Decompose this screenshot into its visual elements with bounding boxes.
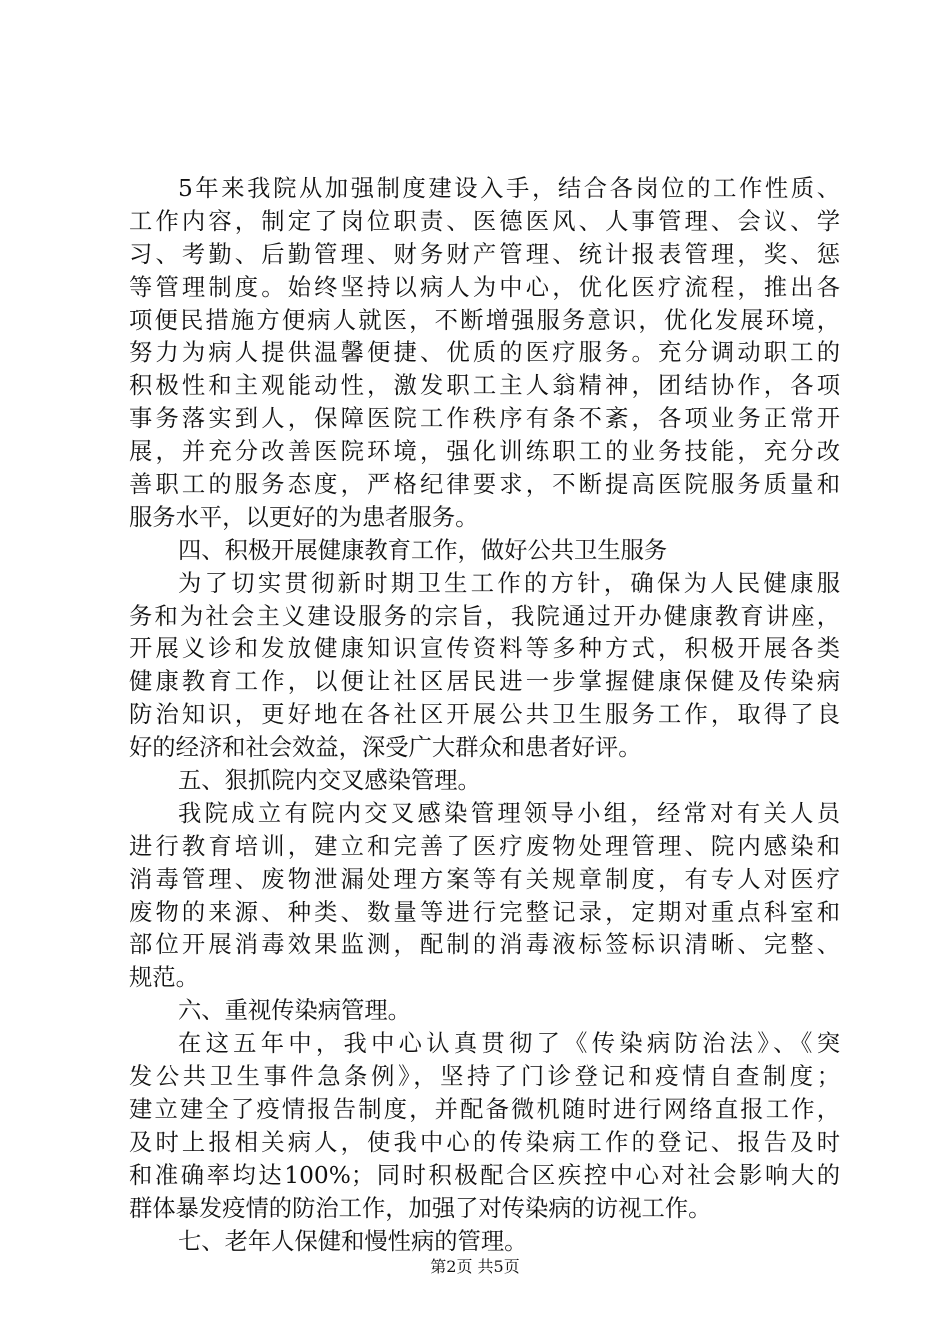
paragraph-line: 积极性和主观能动性，激发职工主人翁精神，团结协作，各项	[129, 372, 840, 400]
paragraph-line: 我院成立有院内交叉感染管理领导小组，经常对有关人员	[178, 799, 840, 827]
paragraph-line: 展，并充分改善医院环境，强化训练职工的业务技能，充分改	[129, 438, 840, 466]
paragraph-line: 好的经济和社会效益，深受广大群众和患者好评。	[129, 734, 642, 762]
paragraph-line: 项便民措施方便病人就医，不断增强服务意识，优化发展环境，	[129, 306, 840, 334]
paragraph-line: 群体暴发疫情的防治工作，加强了对传染病的访视工作。	[129, 1194, 712, 1222]
paragraph-line: 建立建全了疫情报告制度，并配备微机随时进行网络直报工作，	[129, 1095, 840, 1123]
section-heading: 四、积极开展健康教育工作，做好公共卫生服务	[178, 536, 668, 564]
section-heading: 六、重视传染病管理。	[178, 997, 411, 1025]
paragraph-line: 善职工的服务态度，严格纪律要求，不断提高医院服务质量和	[129, 471, 840, 499]
page-footer: 第2页 共5页	[430, 1257, 520, 1276]
paragraph-line: 务和为社会主义建设服务的宗旨，我院通过开办健康教育讲座，	[129, 602, 840, 630]
paragraph-line: 为了切实贯彻新时期卫生工作的方针，确保为人民健康服	[178, 569, 840, 597]
paragraph-line: 健康教育工作，以便让社区居民进一步掌握健康保健及传染病	[129, 668, 840, 696]
document-body	[129, 173, 840, 1258]
paragraph-line: 开展义诊和发放健康知识宣传资料等多种方式，积极开展各类	[129, 635, 840, 663]
paragraph-line: 部位开展消毒效果监测，配制的消毒液标签标识清晰、完整、	[129, 931, 840, 959]
paragraph-line: 进行教育培训，建立和完善了医疗废物处理管理、院内感染和	[129, 832, 840, 860]
paragraph-line: 努力为病人提供温馨便捷、优质的医疗服务。充分调动职工的	[129, 339, 840, 367]
paragraph-line: 工作内容，制定了岗位职责、医德医风、人事管理、会议、学	[129, 207, 840, 235]
paragraph-line: 等管理制度。始终坚持以病人为中心，优化医疗流程，推出各	[129, 273, 840, 301]
section-heading: 七、老年人保健和慢性病的管理。	[178, 1227, 528, 1255]
paragraph-line: 消毒管理、废物泄漏处理方案等有关规章制度，有专人对医疗	[129, 865, 840, 893]
paragraph-line: 发公共卫生事件急条例》，坚持了门诊登记和疫情自查制度；	[129, 1063, 840, 1091]
paragraph-line: 事务落实到人，保障医院工作秩序有条不紊，各项业务正常开	[129, 405, 840, 433]
paragraph-line: 及时上报相关病人，使我中心的传染病工作的登记、报告及时	[129, 1128, 840, 1156]
paragraph-line: 习、考勤、后勤管理、财务财产管理、统计报表管理，奖、惩	[129, 240, 840, 268]
section-heading: 五、狠抓院内交叉感染管理。	[178, 767, 481, 795]
paragraph-line: 防治知识，更好地在各社区开展公共卫生服务工作，取得了良	[129, 701, 840, 729]
paragraph-line: 和准确率均达100%；同时积极配合区疾控中心对社会影响大的	[129, 1161, 840, 1189]
paragraph-line: 规范。	[129, 964, 199, 992]
paragraph-line: 服务水平，以更好的为患者服务。	[129, 503, 479, 531]
paragraph-line: 在这五年中，我中心认真贯彻了《传染病防治法》、《突	[178, 1030, 840, 1058]
paragraph-line: 5年来我院从加强制度建设入手，结合各岗位的工作性质、	[178, 175, 840, 202]
paragraph-line: 废物的来源、种类、数量等进行完整记录，定期对重点科室和	[129, 898, 840, 926]
